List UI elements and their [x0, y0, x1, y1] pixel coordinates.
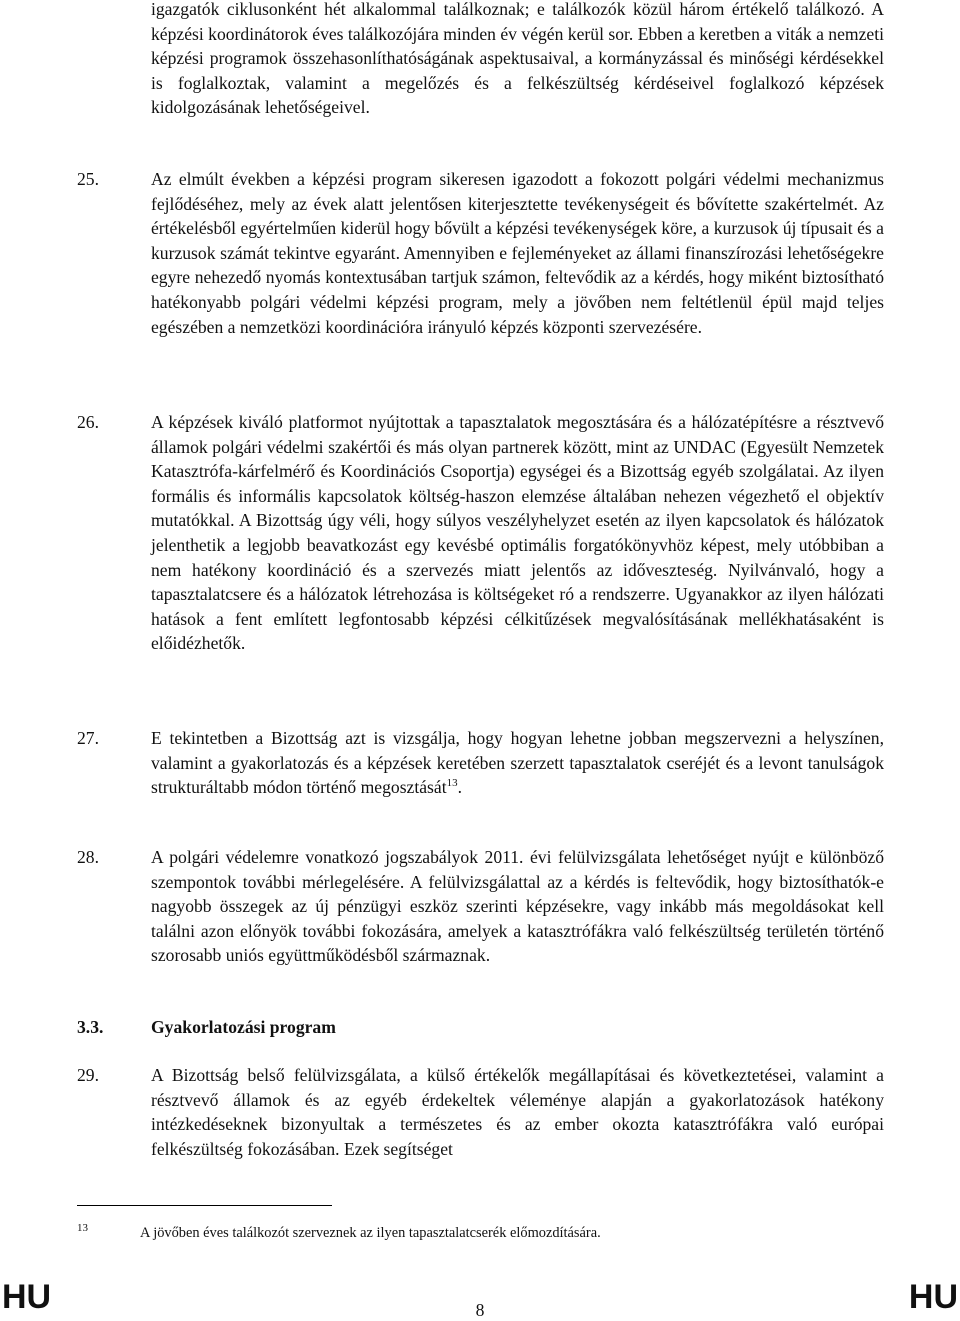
paragraph-text: A képzések kiváló platformot nyújtottak a tapasztalatok megosztására és a hálózatépítésre a résztvevő államok polgári védelmi szakértői és más olyan partnerek között, mint az UNDAC (Egyesült Nemzetek Katasztrófa-kárfelmérő és Koordinációs Csoportja) egységei és a Bizottság egyéb szolgálatai. Az ilyen formális és informális kapcsolatok költség-haszon elemzése általában nehezen végezhető el objektív mutatókkal. A Bizottság úgy véli, hogy súlyos veszélyhelyzet esetén az ilyen kapcsolatok és hálózatok jelenthetik a legjobb beavatkozást egy kevésbé optimális forgatókönyvhöz képest, mely utóbbiban a nem hatékony koordináció és a szervezés miatt jelentős az időveszteség. Nyilvánvaló, hogy a tapasztalatcsere és a hálózatok létrehozása is költségeket ró a rendszerre. Ugyanakkor az ilyen hálózati hatások a fent említett legfontosabb képzési célkitűzések megvalósításának mellékhatásaként is előidézhetők. — [151, 412, 884, 654]
footnote-number: 13 — [77, 1222, 88, 1234]
paragraph-number: 27. — [77, 728, 99, 748]
paragraph-27-tail: . — [457, 777, 463, 798]
paragraph-number: 28. — [77, 847, 99, 867]
footnote-text: A jövőben éves találkozót szerveznek az ilyen tapasztalatcserék előmozdítására. — [140, 1225, 601, 1241]
paragraph-text: Az elmúlt években a képzési program sikeresen igazodott a fokozott polgári védelmi mechanizmus fejlődéséhez, mely az évek alatt jelentősen kiterjesztette tevékenységeit és bővítette szakértelmét. Az értékelésből egyértelműen kiderül hogy bővült a képzési tevékenységek köre, a kurzusok új típusait és a kurzusok számát tekintve egyaránt. Amennyiben e fejleményeket az állami finanszírozási lehetőségekre egyre nehezedő nyomás kontextusában tartjuk számon, feltevődik az a kérdés, hogy miként biztosítható hatékonyabb polgári védelmi képzési program, mely a jövőben nem feltétlenül épül majd teljes egészében a nemzetközi koordinációra irányuló képzés központi szervezésére. — [151, 169, 884, 337]
section-title: Gyakorlatozási program — [151, 1017, 336, 1037]
paragraph-text: A polgári védelemre vonatkozó jogszabályok 2011. évi felülvizsgálata lehetőséget nyújt e különböző szempontok további mérlegelésére. A felülvizsgálattal az a kérdés is feltevődik, hogy biztosíthatók-e nagyobb összegek az új pénzügyi eszköz szerinti képzésekre, vagy inkább más megoldásokat kell találni azon előnyök további fokozására, amelyek a katasztrófákra való felkészültség területén történő szorosabb uniós együttműködésből származnak. — [151, 847, 884, 966]
footer-language-right: HU — [908, 1278, 958, 1316]
footer-language-left: HU — [2, 1278, 52, 1316]
footnote-separator — [77, 1205, 332, 1206]
footnote-reference[interactable]: 13 — [446, 777, 458, 790]
paragraph-text — [151, 726, 884, 800]
paragraph-number: 29. — [77, 1065, 99, 1085]
paragraph-number: 26. — [77, 412, 99, 432]
page-number: 8 — [475, 1300, 485, 1320]
paragraph-27-text: E tekintetben a Bizottság azt is vizsgálja, hogy hogyan lehetne jobban megszervezni a helyszínen, valamint a gyakorlatozás és a képzések keretében szerzett tapasztalatok cseréjét és a levont tanulságok strukturáltabb módon történő megosztását — [151, 728, 884, 798]
continued-paragraph: igazgatók ciklusonként hét alkalommal találkoznak; e találkozók közül három értékelő találkozó. A képzési koordinátorok éves találkozójára minden év végén kerül sor. Ebben a keretben a viták a nemzeti képzési programok összehasonlíthatóságának aspektusaival, a kormányzással és minőségi kérdésekkel is foglalkoztak, valamint a megelőzés és a felkészültség kérdéseivel foglalkozó képzések kidolgozásának lehetőségeivel. — [151, 0, 884, 118]
section-number: 3.3. — [77, 1017, 104, 1037]
paragraph-number: 25. — [77, 169, 99, 189]
paragraph-text: A Bizottság belső felülvizsgálata, a külső értékelők megállapításai és következtetései, valamint a résztvevő államok és az egyéb érdekeltek véleménye alapján a gyakorlatozások hatékony intézkedéseknek bizonyultak a természetes és az ember okozta katasztrófákra való európai felkészültség fokozásában. Ezek segítséget — [151, 1065, 884, 1159]
